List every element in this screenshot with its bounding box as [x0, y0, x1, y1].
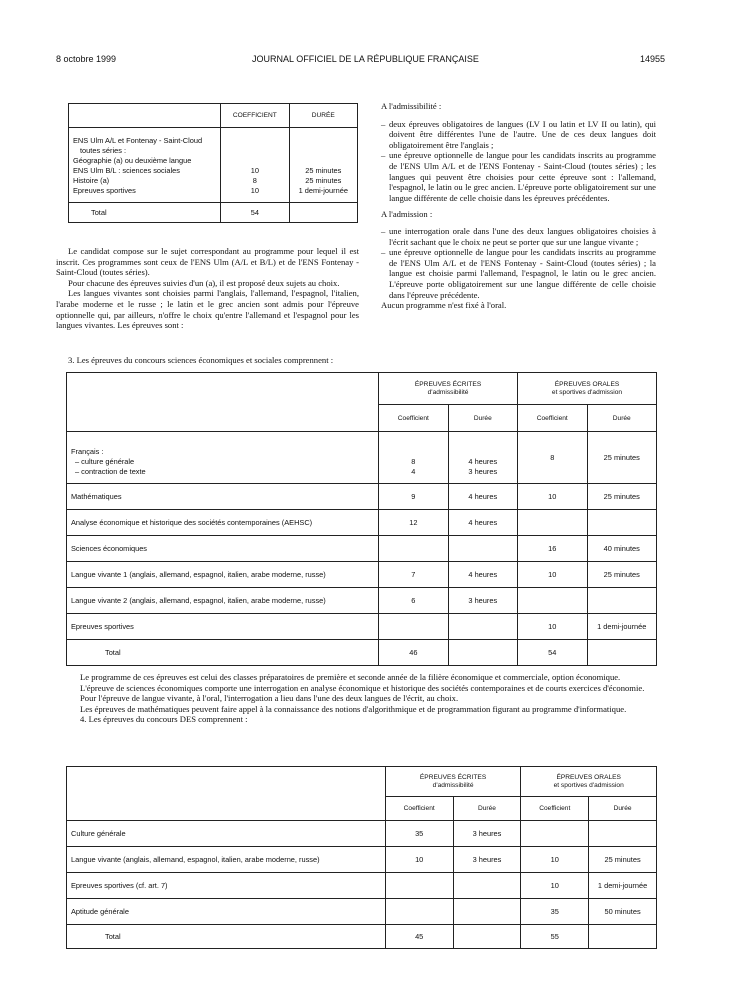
table2-empty-header — [67, 373, 379, 432]
table3-total-label: Total — [67, 925, 386, 949]
paragraph: Les langues vivantes sont choisies parmi l'anglais, l'allemand, l'espagnol, l'italien, l'arabe moderne et le russe ; le latin et le grec ancien sont admis pour l'épreuve optionnelle qui, par ailleurs, n'offre le choix qu'entre l'allemand et l'espagnol pour les langues vivantes. Les épreuves sont : — [56, 288, 359, 331]
table1-coef: 8 — [252, 176, 257, 185]
table2-cell: 9 — [379, 484, 448, 510]
section-4-heading: 4. Les épreuves du concours DES comprennent : — [80, 714, 248, 725]
table3-cell — [453, 925, 521, 949]
table3-ecrites-subtitle: d'admissibilité — [432, 781, 474, 789]
table2-cell: 40 minutes — [587, 536, 657, 562]
mid-text — [68, 672, 657, 725]
paragraph: Pour l'épreuve de langue vivante, à l'oral, l'interrogation a lieu dans l'une des deux langues de l'écrit, au choix. — [80, 693, 459, 704]
table2-cell: 6 — [379, 588, 448, 614]
table3-empty-header — [67, 767, 386, 821]
table3-orales-title: ÉPREUVES ORALES — [556, 773, 621, 781]
table3-cell: 35 — [385, 821, 453, 847]
table-row — [67, 847, 657, 873]
table2-cell: 16 — [518, 536, 587, 562]
table1-labels — [69, 128, 221, 203]
table3-cell — [453, 899, 521, 925]
table3-row-label: Epreuves sportives (cf. art. 7) — [67, 873, 386, 899]
table2-row-label: – culture générale — [75, 456, 135, 466]
table2-row-label: Analyse économique et historique des sociétés contemporaines (AEHSC) — [67, 510, 379, 536]
paragraph: Aucun programme n'est fixé à l'oral. — [381, 300, 507, 311]
table2-cell: 12 — [379, 510, 448, 536]
table3-col-coefficient: Coefficient — [521, 797, 589, 821]
table2-francais-cell — [67, 432, 379, 484]
table3-row-label: Culture générale — [67, 821, 386, 847]
table2-ecrites-subtitle: d'admissibilité — [427, 388, 469, 396]
table-row — [67, 925, 657, 949]
header-date: 8 octobre 1999 — [56, 54, 117, 64]
table3-orales-subtitle: et sportives d'admission — [553, 781, 624, 789]
list-item: – deux épreuves obligatoires de langues (LV I ou latin et LV II ou latin), qui doivent être différentes l'une de l'autre. Une de ces deux langues doit obligatoirement être l'anglais ; — [381, 119, 656, 151]
table-row — [67, 562, 657, 588]
table1-row-label: Histoire (a) — [73, 176, 110, 185]
table3-total-ecrites: 45 — [385, 925, 453, 949]
table2-ecrites-title: ÉPREUVES ÉCRITES — [414, 380, 482, 388]
table1-duree: 25 minutes — [305, 176, 342, 185]
table2-cell: 8 — [518, 432, 587, 484]
paragraph: Le programme de ces épreuves est celui des classes préparatoires de première et seconde année de la filière économique et commerciale, option économique. — [80, 672, 621, 682]
table2-cell: 10 — [518, 562, 587, 588]
table-row — [67, 536, 657, 562]
table2-cell: 25 minutes — [587, 562, 657, 588]
table2-value: 3 heures — [468, 466, 498, 476]
table2-cell — [379, 614, 448, 640]
table2-total-orales: 54 — [518, 640, 587, 666]
table3-cell — [589, 821, 657, 847]
table-ses-epreuves — [66, 372, 657, 666]
paragraph: L'épreuve de sciences économiques comporte une interrogation en analyse économique et historique des sociétés contemporaines et de courts exercices d'économie. — [80, 682, 645, 693]
table3-cell: 3 heures — [453, 821, 521, 847]
table3-cell — [385, 873, 453, 899]
table3-col-coefficient: Coefficient — [385, 797, 453, 821]
table2-cell: 3 heures — [448, 588, 517, 614]
table2-value: 4 heures — [468, 456, 498, 466]
section-3-heading: 3. Les épreuves du concours sciences économiques et sociales comprennent : — [68, 355, 334, 365]
paragraph: Les épreuves de mathématiques peuvent faire appel à la connaissance des notions d'algorithmique et de programmation figurant au programme d'informatique. — [80, 703, 627, 714]
table1-duree — [294, 156, 353, 166]
table2-cell — [518, 510, 587, 536]
table2-orales-title: ÉPREUVES ORALES — [554, 380, 620, 388]
table-row — [67, 510, 657, 536]
table2-cell — [587, 510, 657, 536]
paragraph: Pour chacune des épreuves suivies d'un (a), il est proposé deux sujets au choix. — [68, 277, 340, 288]
list-item: – une épreuve optionnelle de langue pour les candidats inscrits au programme de l'ENS Ulm A/L et de l'ENS Fontenay - Saint-Cloud (toutes séries) ; les langues qui peuvent être choisies pour cette épreuve sont : l'allemand, l'espagnol, le latin ou le grec ancien. L'épreuve porte obligatoirement sur une langue différente de celle choisie dans les épreuves précédentes. — [381, 150, 656, 203]
table3-ecrites-header — [385, 767, 521, 797]
table1-coef: 10 — [250, 166, 259, 175]
table3-cell — [589, 925, 657, 949]
table3-orales-header — [521, 767, 657, 797]
table1-col-duree: DURÉE — [289, 104, 357, 128]
header-journal-title: JOURNAL OFFICIEL DE LA RÉPUBLIQUE FRANÇAISE — [252, 54, 479, 64]
table2-cell: 4 heures — [448, 510, 517, 536]
table2-row-label: Mathématiques — [67, 484, 379, 510]
table3-cell: 50 minutes — [589, 899, 657, 925]
table-row — [67, 899, 657, 925]
table2-value: 4 — [411, 466, 416, 476]
table2-row-label: – contraction de texte — [75, 466, 146, 476]
table1-coef-column — [221, 128, 289, 203]
table2-row-label: Epreuves sportives — [67, 614, 379, 640]
table1-coef — [225, 156, 284, 166]
table2-cell — [448, 432, 517, 484]
table2-col-duree: Durée — [448, 405, 517, 432]
table1-row-label: Epreuves sportives — [73, 186, 136, 195]
table2-cell: 25 minutes — [587, 432, 657, 484]
table2-cell — [448, 640, 517, 666]
table-des-epreuves — [66, 766, 657, 949]
table2-cell: 4 heures — [448, 562, 517, 588]
table1-empty-header — [69, 104, 221, 128]
table2-total-ecrites: 46 — [379, 640, 448, 666]
table2-cell — [518, 588, 587, 614]
list-item: – une épreuve optionnelle de langue pour les candidats inscrits au programme de l'ENS Ulm A/L et de l'ENS Fontenay - Saint-Cloud (toutes séries) ; la langue est choisie parmi l'allemand, l'espagnol, le latin ou le grec ancien. L'épreuve porte obligatoirement sur une langue différente de celle choisie dans l'épreuve précédente. — [381, 247, 656, 300]
section-heading: A l'admission : — [381, 209, 433, 220]
table2-cell: 10 — [518, 484, 587, 510]
table-row — [67, 614, 657, 640]
table2-cell — [379, 536, 448, 562]
table2-cell — [587, 588, 657, 614]
table2-cell — [448, 536, 517, 562]
table-row — [67, 432, 657, 484]
table3-cell: 10 — [385, 847, 453, 873]
table3-row-label: Aptitude générale — [67, 899, 386, 925]
table2-orales-header — [518, 373, 657, 405]
table3-cell — [521, 821, 589, 847]
table-row — [67, 588, 657, 614]
table1-row-label: Géographie (a) ou deuxième langue — [73, 156, 192, 165]
list-item: – une interrogation orale dans l'une des deux langues obligatoires choisies à l'écrit sachant que le choix ne peut se porter que sur une langue vivante ; — [381, 226, 656, 247]
table-row — [67, 821, 657, 847]
table3-cell: 3 heures — [453, 847, 521, 873]
table-row — [67, 873, 657, 899]
paragraph: Le candidat compose sur le sujet correspondant au programme pour lequel il est inscrit. Ces programmes sont ceux de l'ENS Ulm (A/L et B/L) et de l'ENS Fontenay - Saint-Cloud (toutes séries). — [56, 246, 359, 278]
table1-col-coefficient: COEFFICIENT — [221, 104, 289, 128]
table1-row-label: ENS Ulm B/L : sciences sociales — [73, 166, 180, 175]
table2-ecrites-header — [379, 373, 518, 405]
table2-cell: 25 minutes — [587, 484, 657, 510]
table1-group-title: ENS Ulm A/L et Fontenay - Saint-Cloud — [73, 136, 203, 145]
table3-total-orales: 55 — [521, 925, 589, 949]
table2-value: 8 — [411, 456, 416, 466]
table1-total-coef: 54 — [221, 203, 289, 223]
table2-col-coefficient: Coefficient — [379, 405, 448, 432]
table3-cell: 10 — [521, 873, 589, 899]
table1-group-sub: toutes séries : — [80, 146, 127, 155]
table2-francais-label: Français : — [71, 446, 104, 456]
left-column-text — [56, 246, 359, 331]
table3-col-duree: Durée — [453, 797, 521, 821]
table-ens-coefficients — [68, 103, 358, 223]
table3-ecrites-title: ÉPREUVES ÉCRITES — [419, 773, 487, 781]
table1-coef: 10 — [250, 186, 259, 195]
right-column-text — [381, 101, 656, 311]
table2-row-label: Sciences économiques — [67, 536, 379, 562]
table1-duree: 25 minutes — [305, 166, 342, 175]
table2-cell: 1 demi-journée — [587, 614, 657, 640]
table2-row-label: Langue vivante 2 (anglais, allemand, espagnol, italien, arabe moderne, russe) — [67, 588, 379, 614]
table3-col-duree: Durée — [589, 797, 657, 821]
header-page-number: 14955 — [640, 54, 666, 64]
table2-row-label: Langue vivante 1 (anglais, allemand, espagnol, italien, arabe moderne, russe) — [67, 562, 379, 588]
table3-row-label: Langue vivante (anglais, allemand, espagnol, italien, arabe moderne, russe) — [67, 847, 386, 873]
table2-cell — [587, 640, 657, 666]
table2-orales-subtitle: et sportives d'admission — [551, 388, 623, 396]
table-row — [67, 484, 657, 510]
table3-cell — [453, 873, 521, 899]
table2-cell: 4 heures — [448, 484, 517, 510]
table3-cell: 35 — [521, 899, 589, 925]
table2-cell: 7 — [379, 562, 448, 588]
section-heading: A l'admissibilité : — [381, 101, 442, 111]
table3-cell — [385, 899, 453, 925]
table2-cell — [448, 614, 517, 640]
table2-cell: 10 — [518, 614, 587, 640]
table1-duree: 1 demi-journée — [298, 186, 348, 195]
table3-cell: 25 minutes — [589, 847, 657, 873]
table-row — [67, 640, 657, 666]
table1-total-label: Total — [69, 203, 221, 223]
table2-col-duree: Durée — [587, 405, 657, 432]
table3-cell: 10 — [521, 847, 589, 873]
table1-duree-column — [289, 128, 357, 203]
table2-total-label: Total — [67, 640, 379, 666]
table2-col-coefficient: Coefficient — [518, 405, 587, 432]
table2-cell — [379, 432, 448, 484]
table3-cell: 1 demi-journée — [589, 873, 657, 899]
table1-total-duree — [289, 203, 357, 223]
